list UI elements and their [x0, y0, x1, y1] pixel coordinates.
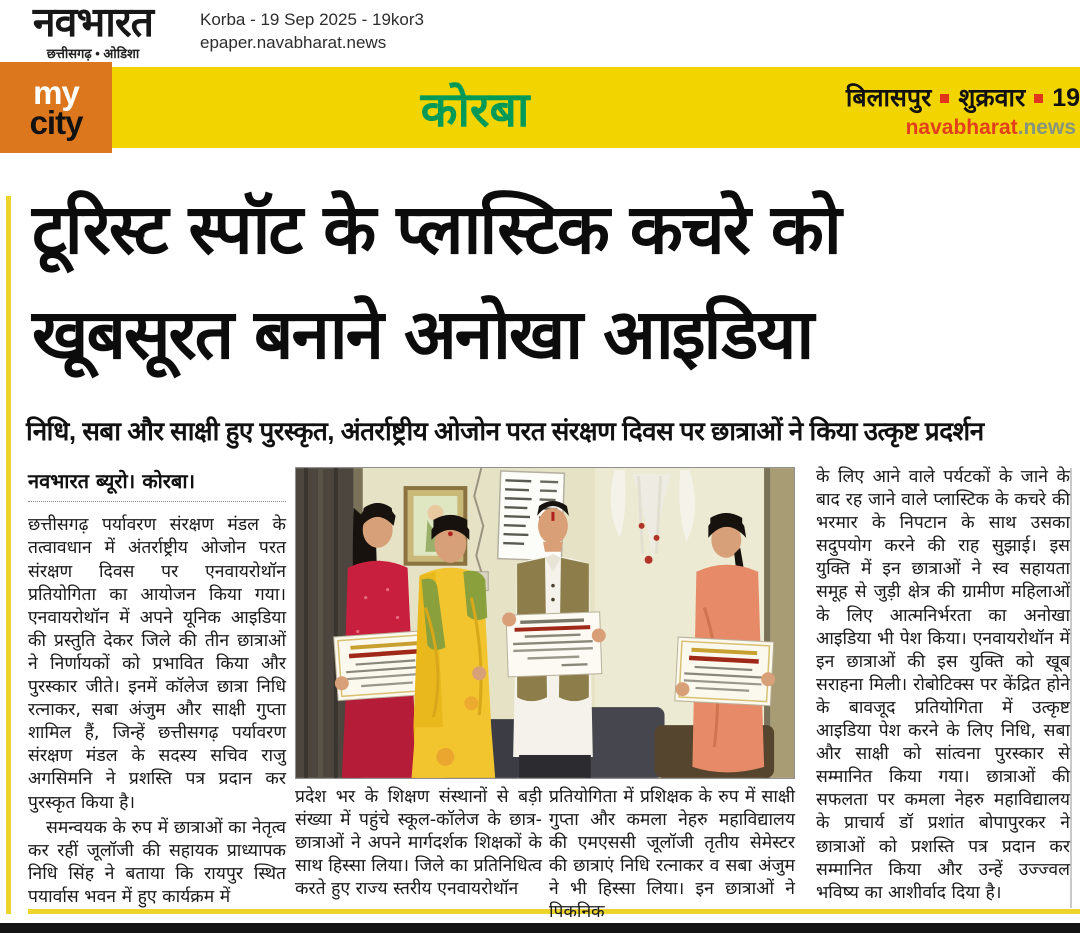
page-bottom-bar: [0, 923, 1080, 933]
headline-line1: टूरिस्ट स्पॉट के प्लास्टिक कचरे को: [32, 190, 840, 270]
headline-line2: खूबसूरत बनाने अनोखा आइडिया: [32, 294, 813, 375]
mycity-line2: city: [29, 103, 83, 141]
band-site-suffix: .news: [1017, 116, 1076, 139]
band-date-line: [780, 80, 1080, 114]
epaper-site-link[interactable]: epaper.navabharat.news: [200, 32, 387, 52]
mycity-line1: my: [33, 74, 79, 112]
band-day: शुक्रवार: [958, 84, 1026, 112]
band-site-link[interactable]: [780, 116, 1076, 140]
edition-info: [200, 9, 424, 55]
paragraph: छत्तीसगढ़ पर्यावरण संरक्षण मंडल के तत्वावधान में अंतर्राष्ट्रीय ओजोन परत संरक्षण दिवस पर एनवायरोथॉन प्रतियोगिता का आयोजन किया गया। एनवायरोथॉन में अपने यूनिक आइडिया की प्रस्तुति देकर जिले की तीन छात्राओं ने निर्णायकों को प्रभावित किया और पुरस्कार जीते। इनमें कॉलेज छात्रा निधि रत्नाकर, सबा अंजुम और साक्षी गुप्ता शामिल हैं, जिन्हें छत्तीसगढ़ पर्यावरण संरक्षण मंडल के सदस्य सचिव राजु अगसिमनि ने प्रशस्ति पत्र प्रदान कर पुरस्कृत किया है।: [28, 515, 286, 813]
article-column-1: [28, 468, 286, 909]
award-ceremony-photo-art: [296, 468, 794, 778]
mycity-logo: [0, 62, 112, 153]
column-divider: [1070, 468, 1072, 908]
article-subheadline: निधि, सबा और साक्षी हुए पुरस्कृत, अंतर्राष्ट्रीय ओजोन परत संरक्षण दिवस पर छात्राओं ने किया उत्कृष्ट प्रदर्शन: [26, 416, 984, 446]
article-left-rule: [6, 196, 11, 914]
logo-tagline: छत्तीसगढ़ • ओडिशा: [46, 46, 140, 61]
logo-title: नवभारत: [32, 0, 154, 46]
band-site-name: navabharat: [905, 116, 1018, 139]
article-headline: [32, 178, 1056, 388]
byline: नवभारत ब्यूरो। कोरबा।: [28, 468, 286, 502]
article-column-3: [816, 466, 1070, 905]
masthead: [0, 0, 1080, 62]
red-bullet-icon: [940, 94, 949, 103]
band-city: बिलासपुर: [845, 84, 932, 112]
award-ceremony-photo[interactable]: [295, 467, 795, 779]
band-right-info: [780, 80, 1080, 140]
city-page-title[interactable]: कोरबा: [420, 82, 530, 138]
photo-caption-column-1: प्रदेश भर के शिक्षण संस्थानों से बड़ी संख्या में पहुंचे स्कूल-कॉलेज के छात्र-छात्राओं ने अपने मार्गदर्शक शिक्षकों के साथ हिस्सा लिया। जिले का प्रतिनिधित्व करते हुए राज्य स्तरीय एनवायरोथॉन: [295, 787, 542, 900]
photo-caption-column-2: प्रतियोगिता में प्रशिक्षक के रुप में साक्षी गुप्ता और कमला नेहरु महाविद्यालय की एमएससी जूलॉजी तृतीय सेमेस्टर की छात्राएं निधि रत्नाकर व सबा अंजुम ने भी हिस्सा लिया। इन छात्राओं ने पिकनिक: [549, 787, 795, 923]
red-bullet-icon: [1034, 94, 1043, 103]
paragraph: समन्वयक के रुप में छात्राओं का नेतृत्व कर रहीं जूलॉजी की सहायक प्राध्यापक निधि सिंह ने बताया कि रायपुर स्थित पयार्वास भवन में हुए कार्यक्रम में: [28, 817, 286, 907]
paragraph: के लिए आने वाले पर्यटकों के जाने के बाद रह जाने वाले प्लास्टिक के कचरे की भरमार के निपटान के साथ उसका सदुपयोग करने की राह सुझाई। इस युक्ति में इन छात्राओं ने स्व सहायता समूह से जुड़ी क्षेत्र की ग्रामीण महिलाओं के लिए आत्मनिर्भरता का अनोखा आइडिया भी पेश किया। एनवायरोथॉन में इन छात्राओं की इस युक्ति को खूब सराहना मिली। रोबोटिक्स पर केंद्रित होने के बावजूद प्रतियोगिता में उत्कृष्ट आइडिया पेश करने के लिए निधि, सबा और साक्षी को सांत्वना पुरस्कार से सम्मानित किया गया। छात्राओं की सफलता पर कमला नेहरु महाविद्यालय के प्राचार्य डॉ प्रशांत बोपापुरकर ने छात्राओं को प्रशस्ति पत्र प्रदान कर सम्मानित किया और उन्हें उज्ज्वल भविष्य का आशीर्वाद दिया है।: [816, 467, 1070, 903]
navbharat-logo[interactable]: [8, 2, 178, 62]
edition-line: Korba - 19 Sep 2025 - 19kor3: [200, 10, 424, 29]
band-date: 19: [1052, 84, 1080, 112]
